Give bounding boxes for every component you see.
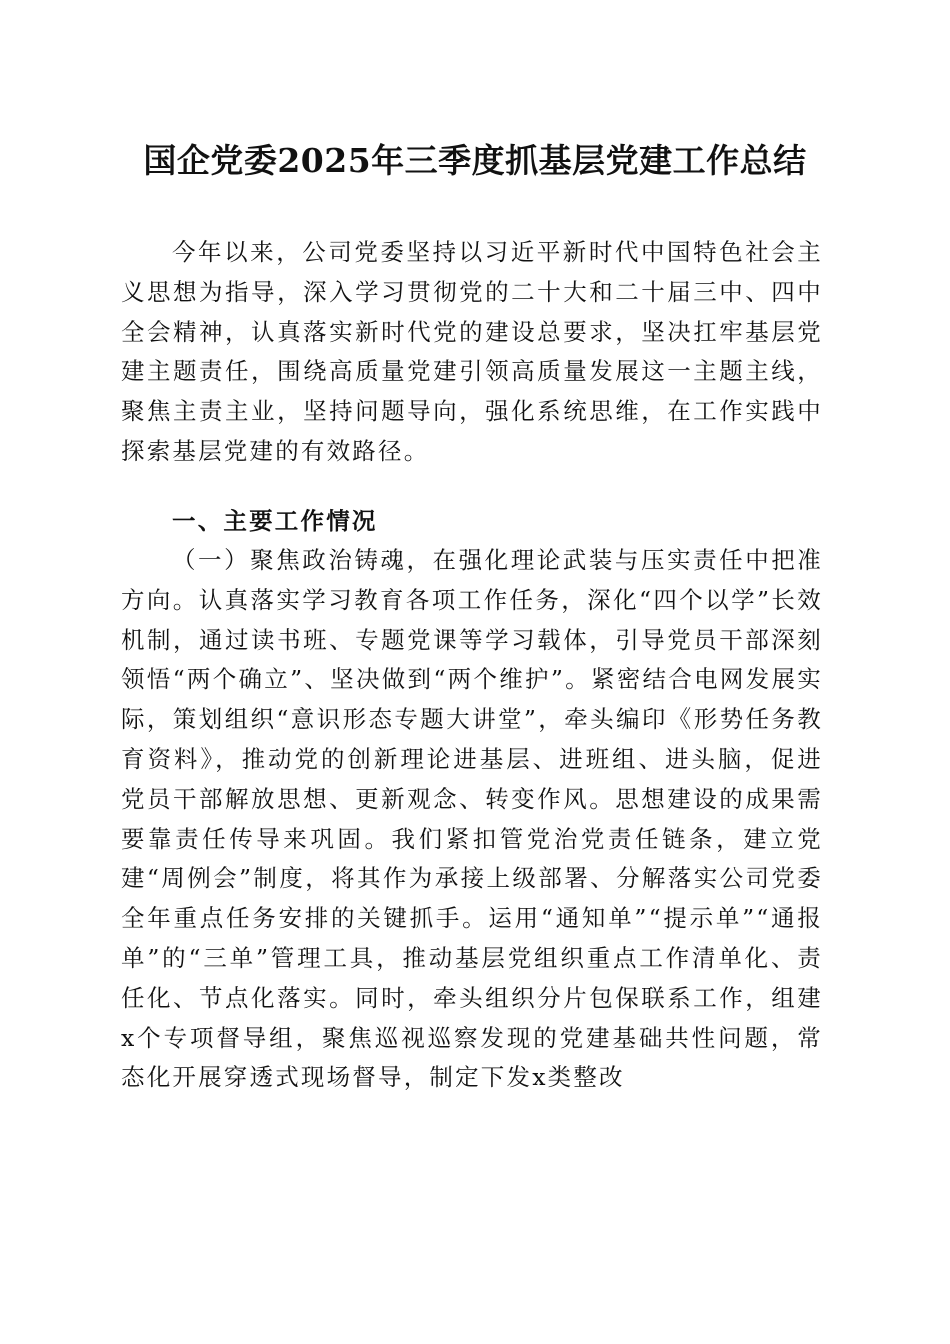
section-heading: 一、主要工作情况 [172,507,378,535]
intro-paragraph: 今年以来，公司党委坚持以习近平新时代中国特色社会主义思想为指导，深入学习贯彻党的二十大和二十届三中、四中全会精神，认真落实新时代党的建设总要求，坚决扛牢基层党建主题责任，围绕高质量党建引领高质量发展这一主题主线，聚焦主责主业，坚持问题导向，强化系统思维，在工作实践中探索基层党建的有效路径。 [121,238,823,465]
subsection-body: 认真落实学习教育各项工作任务，深化“四个以学”长效机制，通过读书班、专题党课等学习载体，引导党员干部深刻领悟“两个确立”、坚决做到“两个维护”。紧密结合电网发展实际，策划组织“意识形态专题大讲堂”，牵头编印《形势任务教育资料》，推动党的创新理论进基层、进班组、进头脑，促进党员干部解放思想、更新观念、转变作风。思想建设的成果需要靠责任传导来巩固。我们紧扣管党治党责任链条，建立党建“周例会”制度，将其作为承接上级部署、分解落实公司党委全年重点任务安排的关键抓手。运用“通知单”“提示单”“通报单”的“三单”管理工具，推动基层党组织重点工作清单化、责任化、节点化落实。同时，牵头组织分片包保联系工作，组建x个专项督导组，聚焦巡视巡察发现的党建基础共性问题，常态化开展穿透式现场督导，制定下发x类整改 [121,585,823,1092]
subsection-heading: （一）聚焦政治铸魂，在强化理论武装与压实责任中把准方向。 [121,546,823,614]
document-title: 国企党委2025年三季度抓基层党建工作总结 [143,141,807,180]
subsection-paragraph [121,541,823,1098]
